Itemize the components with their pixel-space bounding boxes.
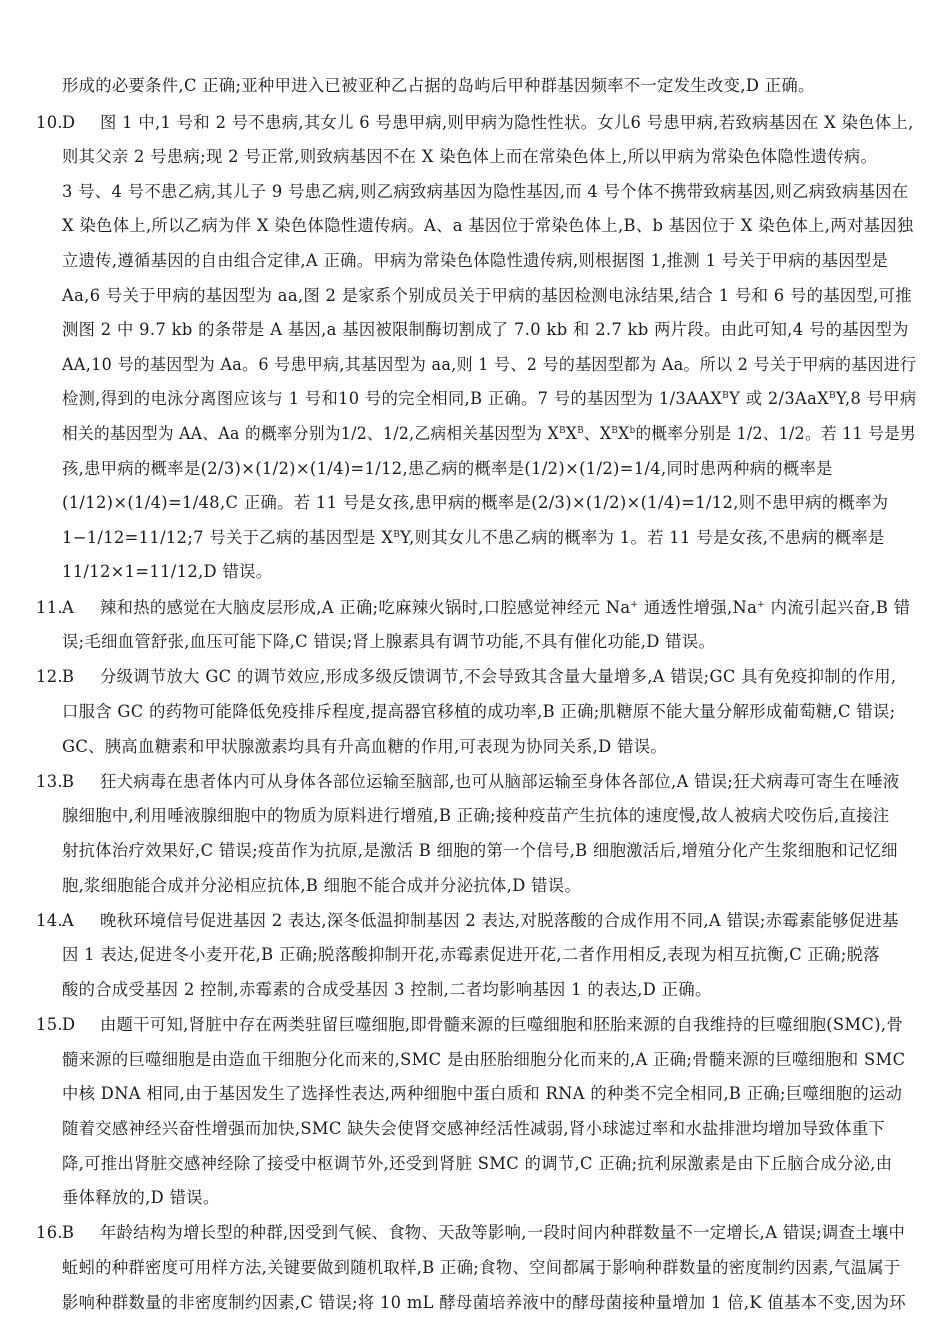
explanation-line: 髓来源的巨噬细胞是由造血干细胞分化而来的,SMC 是由胚胎细胞分化而来的,A 正确;骨髓来源的巨噬细胞和 SMC: [62, 1049, 906, 1069]
explanation-line: 测图 2 中 9.7 kb 的条带是 A 基因,a 基因被限制酶切割成了 7.0 kb 和 2.7 kb 两片段。由此可知,4 号的基因型为: [62, 320, 909, 340]
explanation-line: X 染色体上,所以乙病为伴 X 染色体隐性遗传病。A、a 基因位于常染色体上,B、b 基因位于 X 染色体上,两对基因独: [62, 216, 914, 236]
answer-letter: A: [62, 597, 75, 617]
question-12-first-line: [36, 667, 896, 687]
explanation-line: 1−1/12=11/12;7 号关于乙病的基因型是 $X^BY$,则其女儿不患乙病的概率为 1。若 11 号是女孩,不患病的概率是: [62, 527, 885, 547]
explanation-text: 分级调节放大 GC 的调节效应,形成多级反馈调节,不会导致其含量大量增多,A 错误;GC 具有免疫抑制的作用,: [100, 667, 897, 687]
explanation-text: 图 1 中,1 号和 2 号不患病,其女儿 6 号患甲病,则甲病为隐性性状。女儿6 号患甲病,若致病基因在 X 染色体上,: [100, 112, 914, 132]
answer-letter: A: [62, 910, 75, 930]
explanation-line: 随着交感神经兴奋性增强而加快,SMC 缺失会使肾交感神经活性减弱,肾小球滤过率和水盐排泄均增加导致体重下: [62, 1119, 885, 1138]
explanation-line: 则其父亲 2 号患病;现 2 号正常,则致病基因不在 X 染色体上而在常染色体上,所以甲病为常染色体隐性遗传病。: [62, 147, 878, 167]
question-10-first-line: [36, 113, 914, 133]
question-number: 14.: [36, 910, 63, 930]
question-11-first-line: [36, 598, 910, 618]
answer-letter: D: [62, 1015, 76, 1035]
answer-letter: D: [62, 112, 76, 132]
explanation-line: 蚯蚓的种群密度可用样方法,关键要做到随机取样,B 正确;食物、空间都属于影响种群数量的密度制约因素,气温属于: [62, 1258, 901, 1277]
explanation-text: 晚秋环境信号促进基因 2 表达,深冬低温抑制基因 2 表达,对脱落酸的合成作用不同,A 错误;赤霉素能够促进基: [100, 910, 899, 930]
explanation-line: AA,10 号的基因型为 Aa。6 号患甲病,其基因型为 aa,则 1 号、2 号的基因型都为 Aa。所以 2 号关于甲病的基因进行: [62, 354, 917, 374]
explanation-text: 年龄结构为增长型的种群,因受到气候、食物、天敌等影响,一段时间内种群数量不一定增长,A 错误;调查土壤中: [100, 1223, 906, 1243]
explanation-line: 酸的合成受基因 2 控制,赤霉素的合成受基因 3 控制,二者均影响基因 1 的表达,D 正确。: [62, 980, 712, 999]
explanation-line: 射抗体治疗效果好,C 错误;疫苗作为抗原,是激活 B 细胞的第一个信号,B 细胞激活后,增殖分化产生浆细胞和记忆细: [62, 841, 898, 860]
explanation-line: (1/12)×(1/4)=1/48,C 正确。若 11 号是女孩,患甲病的概率是(2/3)×(1/2)×(1/4)=1/12,则不患甲病的概率为: [62, 493, 889, 513]
explanation-text: 辣和热的感觉在大脑皮层形成,A 正确;吃麻辣火锅时,口腔感觉神经元 Na+ 通透性增强,Na+ 内流引起兴奋,B 错: [100, 597, 911, 617]
question-14-first-line: [36, 911, 899, 931]
explanation-line: 腺细胞中,利用唾液腺细胞中的物质为原料进行增殖,B 正确;接种疫苗产生抗体的速度慢,故人被病犬咬伤后,直接注: [62, 806, 890, 826]
explanation-line: 影响种群数量的非密度制约因素,C 错误;将 10 mL 酵母菌培养液中的酵母菌接种量增加 1 倍,K 值基本不变,因为环: [62, 1292, 907, 1312]
explanation-line: 胞,浆细胞能合成并分泌相应抗体,B 细胞不能合成并分泌抗体,D 错误。: [62, 875, 582, 895]
explanation-line: 误;毛细血管舒张,血压可能下降,C 错误;肾上腺素具有调节功能,不具有催化功能,D 错误。: [62, 632, 716, 652]
explanation-line: 11/12×1=11/12,D 错误。: [62, 562, 273, 582]
intro-line: 形成的必要条件,C 正确;亚种甲进入已被亚种乙占据的岛屿后甲种群基因频率不一定发生改变,D 正确。: [62, 76, 815, 95]
question-number: 11.: [36, 597, 63, 617]
question-number: 15.: [36, 1015, 63, 1035]
question-13-first-line: [36, 772, 900, 792]
question-number: 12.: [36, 667, 63, 687]
explanation-line: 中核 DNA 相同,由于基因发生了选择性表达,两种细胞中蛋白质和 RNA 的种类不完全相同,B 正确;巨噬细胞的运动: [62, 1084, 903, 1104]
explanation-line: 口服含 GC 的药物可能降低免疫排斥程度,提高器官移植的成功率,B 正确;肌糖原不能大量分解形成葡萄糖,C 错误;: [62, 702, 896, 721]
explanation-line: 降,可推出肾脏交感神经除了接受中枢调节外,还受到肾脏 SMC 的调节,C 正确;抗利尿激素是由下丘脑合成分泌,由: [62, 1153, 893, 1173]
answer-letter: B: [62, 771, 75, 791]
explanation-line: Aa,6 号关于甲病的基因型为 aa,图 2 是家系个别成员关于甲病的基因检测电泳结果,结合 1 号和 6 号的基因型,可推: [62, 285, 912, 305]
question-16-first-line: [36, 1223, 905, 1243]
question-number: 16.: [36, 1223, 63, 1243]
explanation-line: 检测,得到的电泳分离图应该与 1 号和10 号的完全相同,B 正确。7 号的基因型为 $1/3AAX^BY$ 或 2/3AaX$^B$Y,8 号甲病: [62, 389, 917, 409]
answer-letter: B: [62, 667, 75, 687]
explanation-line: 3 号、4 号不患乙病,其儿子 9 号患乙病,则乙病致病基因为隐性基因,而 4 号个体不携带致病基因,则乙病致病基因在: [62, 181, 909, 201]
explanation-line: 相关的基因型为 AA、Aa 的概率分别为1/2、1/2,乙病相关基因型为 $X^BX^B$、$X^BX^b$的概率分别是 1/2、1/2。若 11 号是男: [62, 424, 917, 443]
question-15-first-line: [36, 1015, 903, 1035]
explanation-line: GC、胰高血糖素和甲状腺激素均具有升高血糖的作用,可表现为协同关系,D 错误。: [62, 736, 667, 756]
explanation-line: 立遗传,遵循基因的自由组合定律,A 正确。甲病为常染色体隐性遗传病,则根据图 1,推测 1 号关于甲病的基因型是: [62, 251, 889, 270]
explanation-text: 由题干可知,肾脏中存在两类驻留巨噬细胞,即骨髓来源的巨噬细胞和胚胎来源的自我维持的巨噬细胞(SMC),骨: [100, 1015, 904, 1035]
explanation-text: 狂犬病毒在患者体内可从身体各部位运输至脑部,也可从脑部运输至身体各部位,A 错误;狂犬病毒可寄生在唾液: [100, 771, 900, 791]
explanation-line: 孩,患甲病的概率是(2/3)×(1/2)×(1/4)=1/12,患乙病的概率是(1/2)×(1/2)=1/4,同时患两种病的概率是: [62, 458, 833, 478]
answer-letter: B: [62, 1223, 75, 1243]
explanation-line: 垂体释放的,D 错误。: [62, 1188, 220, 1208]
question-number: 13.: [36, 771, 63, 791]
explanation-line: 因 1 表达,促进冬小麦开花,B 正确;脱落酸抑制开花,赤霉素促进开花,二者作用相反,表现为相互抗衡,C 正确;脱落: [62, 945, 880, 965]
question-number: 10.: [36, 112, 63, 132]
